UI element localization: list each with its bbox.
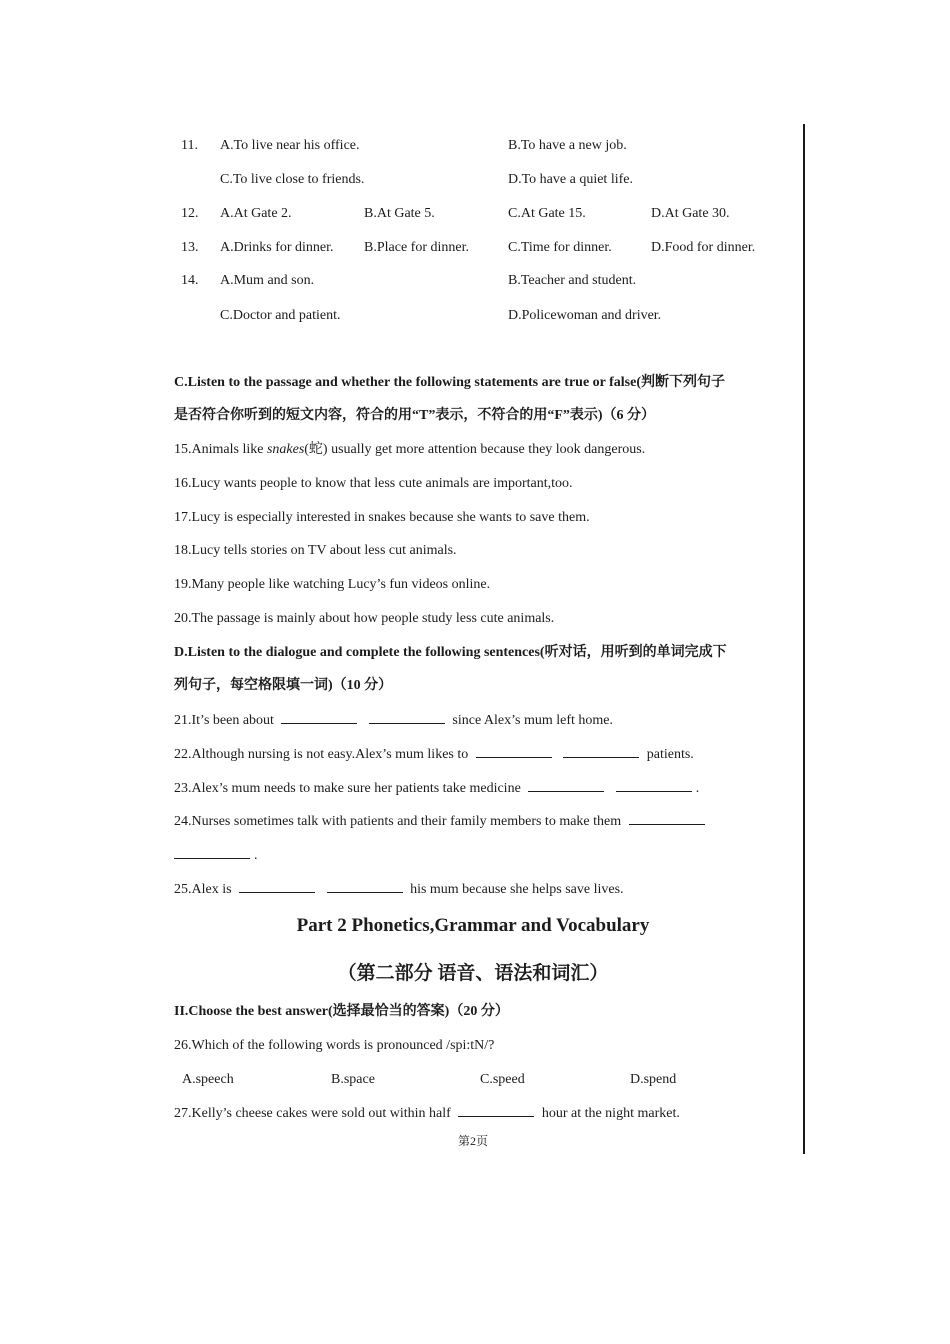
q27-text-post: hour at the night market. [541,1106,680,1121]
answer-blank[interactable] [476,745,552,758]
q16: 16.Lucy wants people to know that less cute animals are important,too. [174,476,573,491]
answer-blank[interactable] [616,779,692,792]
section-c-heading: C.Listen to the passage and whether the following statements are true or false(判断下列句子 [174,375,726,390]
page-number: 第2页 [457,1134,488,1148]
q15-text-post: (蛇) usually get more attention because they look dangerous. [304,442,646,457]
q25 [174,880,624,899]
q20: 20.The passage is mainly about how people study less cute animals. [174,611,555,626]
q15 [174,441,645,459]
q14-option-a: A.Mum and son. [220,273,315,288]
q12-option-c: C.At Gate 15. [508,206,586,221]
q25-text-post: his mum because she helps save lives. [410,882,624,897]
q13-option-c: C.Time for dinner. [508,240,612,255]
q12-option-a: A.At Gate 2. [220,206,292,221]
q26-option-d: D.spend [630,1072,677,1087]
answer-blank[interactable] [629,812,705,825]
q11-option-d: D.To have a quiet life. [508,172,633,187]
answer-blank[interactable] [327,880,403,893]
q11-option-a: A.To live near his office. [220,138,360,153]
section-d-heading: D.Listen to the dialogue and complete the following sentences(听对话，用听到的单词完成下 [174,645,727,660]
q14-number: 14. [181,273,199,288]
q15-text-pre: 15.Animals like [174,442,267,457]
q12-option-b: B.At Gate 5. [364,206,435,221]
q11-number: 11. [181,138,198,153]
q23-text-post: . [695,781,700,796]
answer-blank[interactable] [458,1104,534,1117]
q25-text-pre: 25.Alex is [174,882,232,897]
q13-option-b: B.Place for dinner. [364,240,469,255]
q24-text-post: . [254,848,258,863]
q18: 18.Lucy tells stories on TV about less cut animals. [174,543,457,558]
answer-blank[interactable] [563,745,639,758]
q12-option-d: D.At Gate 30. [651,206,730,221]
q22-text-post: patients. [646,747,694,762]
q17: 17.Lucy is especially interested in snakes because she wants to save them. [174,510,590,525]
q22-text-pre: 22.Although nursing is not easy.Alex’s mum likes to [174,747,469,762]
q14-option-c: C.Doctor and patient. [220,308,341,323]
answer-blank[interactable] [174,846,250,859]
q11-option-b: B.To have a new job. [508,138,627,153]
answer-blank[interactable] [281,711,357,724]
q26-option-b: B.space [331,1072,375,1087]
q27-text-pre: 27.Kelly’s cheese cakes were sold out within half [174,1106,451,1121]
q24-text-pre: 24.Nurses sometimes talk with patients and their family members to make them [174,814,622,829]
q13-option-a: A.Drinks for dinner. [220,240,334,255]
section-d-heading-cont: 列句子，每空格限填一词)（10 分） [174,678,393,693]
answer-blank[interactable] [528,779,604,792]
q23 [174,779,699,798]
margin-line [803,124,805,1154]
q12-number: 12. [181,206,199,221]
answer-blank[interactable] [239,880,315,893]
q21 [174,711,613,730]
section-ii-heading: II.Choose the best answer(选择最恰当的答案)（20 分） [174,1004,509,1019]
q11-option-c: C.To live close to friends. [220,172,365,187]
q15-italic-word: snakes [266,442,305,457]
q26-option-c: C.speed [480,1072,525,1087]
section-c-heading-cont: 是否符合你听到的短文内容，符合的用“T”表示，不符合的用“F”表示)（6 分） [174,408,656,423]
q14-option-d: D.Policewoman and driver. [508,308,662,323]
q21-text-post: since Alex’s mum left home. [452,713,614,728]
q19: 19.Many people like watching Lucy’s fun videos online. [174,577,491,592]
q21-text-pre: 21.It’s been about [174,713,274,728]
q26: 26.Which of the following words is pronounced /spi:tN/? [174,1038,495,1053]
part2-title-cn: （第二部分 语音、语法和词汇） [337,963,609,984]
q24 [174,812,709,831]
q23-text-pre: 23.Alex’s mum needs to make sure her patients take medicine [174,781,521,796]
q13-option-d: D.Food for dinner. [651,240,756,255]
q14-option-b: B.Teacher and student. [508,273,637,288]
part2-title: Part 2 Phonetics,Grammar and Vocabulary [296,915,650,936]
answer-blank[interactable] [369,711,445,724]
q22 [174,745,694,764]
q26-option-a: A.speech [182,1072,234,1087]
q24-cont [174,846,258,865]
q27 [174,1104,680,1123]
q13-number: 13. [181,240,199,255]
